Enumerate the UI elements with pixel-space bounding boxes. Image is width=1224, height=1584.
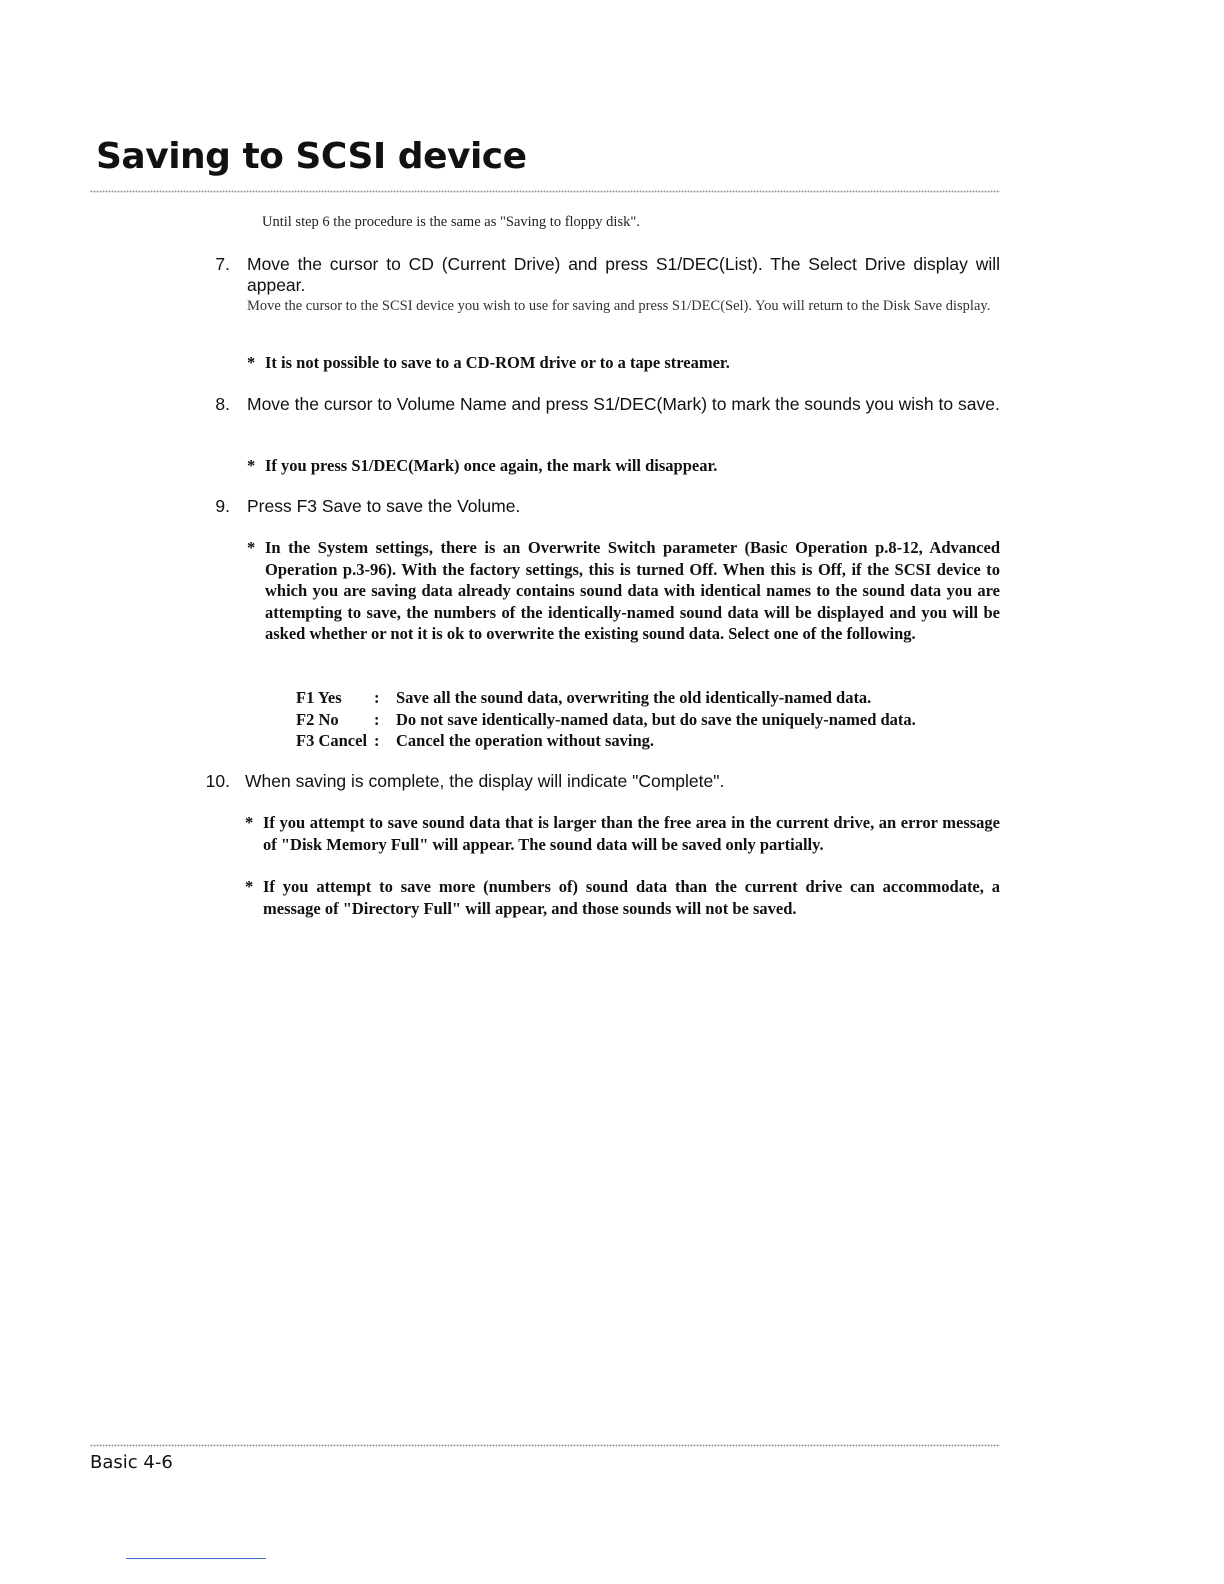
page-title: Saving to SCSI device [96, 136, 527, 177]
note [247, 537, 1000, 645]
note-text: It is not possible to save to a CD-ROM drive or to a tape streamer. [265, 353, 730, 372]
page-footer: Basic 4-6 [90, 1452, 173, 1473]
option-key: F3 Cancel [296, 731, 368, 750]
step-number: 8. [215, 394, 230, 414]
note-marker: * [245, 877, 254, 896]
note-text: In the System settings, there is an Overwrite Switch parameter (Basic Operation p.8-12, Advanced Operation p.3-96). With the factory settings, this is turned Off. When this is Off, if the SCSI device to which you are saving data already contains sound data with identical names to the sound data you are attempting to save, the numbers of the identically-named sound data will be displayed and you will be asked whether or not it is ok to overwrite the existing sound data. Select one of the following. [265, 538, 1000, 643]
option-separator: : [374, 731, 380, 750]
option-description: Do not save identically-named data, but do save the uniquely-named data. [396, 710, 916, 729]
note-marker: * [247, 353, 256, 372]
option-key: F1 Yes [296, 688, 342, 707]
note-text: If you press S1/DEC(Mark) once again, the mark will disappear. [265, 456, 718, 475]
step-number: 10. [205, 771, 230, 791]
intro-text: Until step 6 the procedure is the same as "Saving to floppy disk". [262, 214, 640, 230]
step-number: 7. [215, 254, 230, 274]
option-row [296, 687, 871, 709]
note-text: If you attempt to save more (numbers of) sound data than the current drive can accommodate, a message of "Directory Full" will appear, and those sounds will not be saved. [263, 877, 1000, 918]
option-key: F2 No [296, 710, 339, 729]
step-text: Move the cursor to CD (Current Drive) and press S1/DEC(List). The Select Drive display will appear. [247, 254, 1000, 295]
note [245, 876, 1000, 919]
footer-divider [90, 1444, 1000, 1447]
step-text: Move the cursor to Volume Name and press S1/DEC(Mark) to mark the sounds you wish to save. [247, 394, 1000, 414]
option-row [296, 730, 654, 752]
title-divider [90, 190, 1000, 193]
note [247, 352, 1000, 374]
note-text: If you attempt to save sound data that is larger than the free area in the current drive, an error message of "Disk Memory Full" will appear. The sound data will be saved only partially. [263, 813, 1000, 854]
step-detail: Move the cursor to the SCSI device you wish to use for saving and press S1/DEC(Sel). You will return to the Disk Save display. [247, 298, 991, 314]
option-separator: : [374, 688, 380, 707]
note-marker: * [245, 813, 254, 832]
note-marker: * [247, 456, 256, 475]
option-description: Save all the sound data, overwriting the old identically-named data. [396, 688, 872, 707]
step-number: 9. [215, 496, 230, 516]
option-description: Cancel the operation without saving. [396, 731, 655, 750]
step-text: When saving is complete, the display will indicate "Complete". [245, 771, 725, 791]
note [245, 812, 1000, 855]
option-separator: : [374, 710, 380, 729]
note-marker: * [247, 538, 256, 557]
scan-artifact-line [126, 1558, 266, 1559]
step-text: Press F3 Save to save the Volume. [247, 496, 521, 516]
note [247, 455, 1000, 477]
option-row [296, 709, 916, 731]
